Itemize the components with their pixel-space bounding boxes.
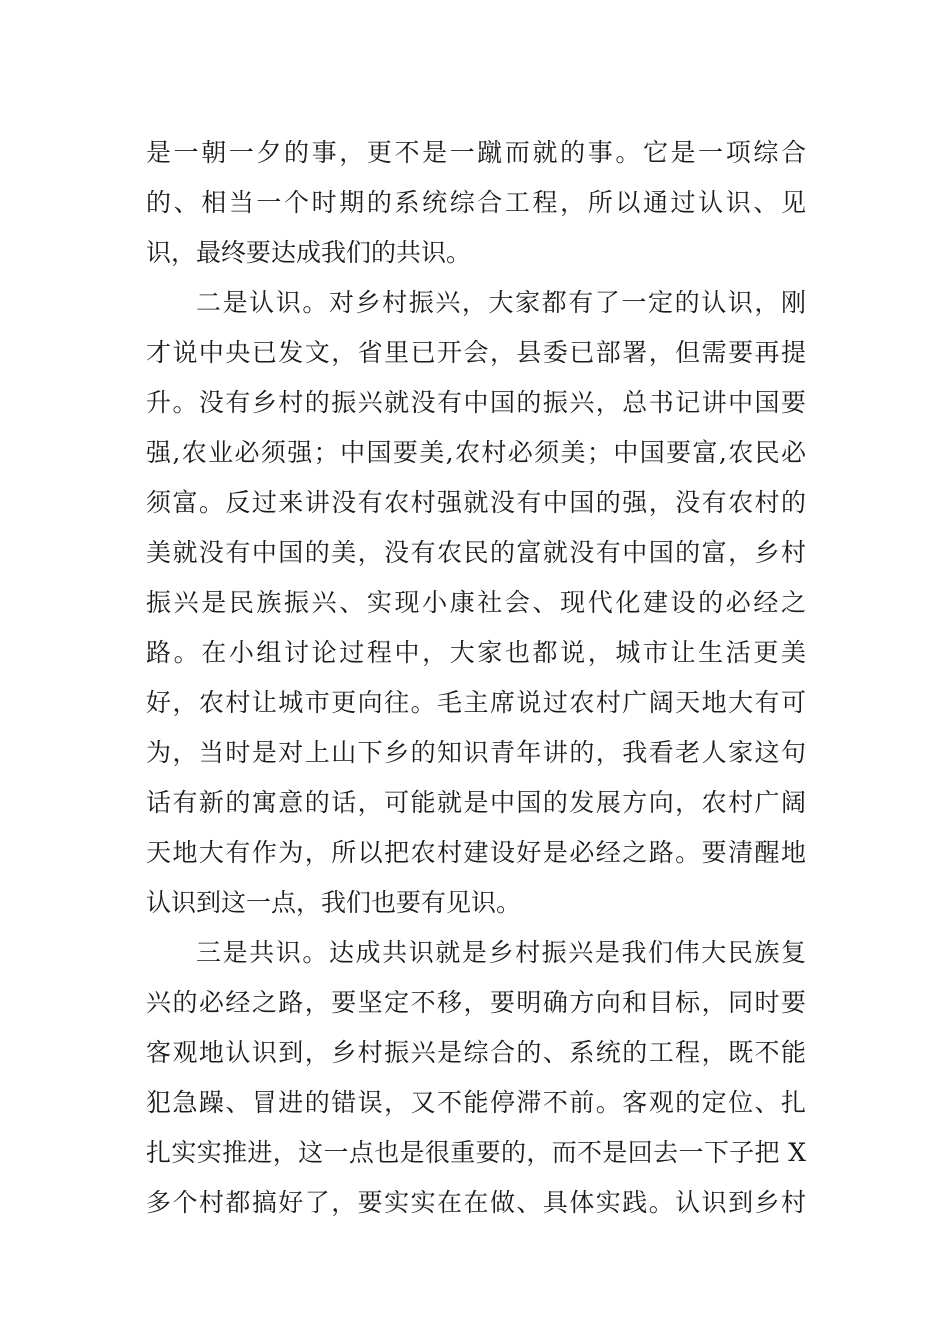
text-line: 天地大有作为，所以把农村建设好是必经之路。要清醒地: [146, 838, 806, 867]
text-line: 扎实实推进，这一点也是很重要的，而不是回去一下子把 X: [146, 1138, 806, 1167]
text-line: 的、相当一个时期的系统综合工程，所以通过认识、见: [146, 188, 806, 217]
text-line: 好，农村让城市更向往。毛主席说过农村广阔天地大有可: [146, 688, 806, 717]
text-line: 才说中央已发文，省里已开会，县委已部署，但需要再提: [146, 338, 806, 367]
text-line: 话有新的寓意的话，可能就是中国的发展方向，农村广阔: [146, 788, 806, 817]
text-line: 犯急躁、冒进的错误，又不能停滞不前。客观的定位、扎: [146, 1088, 806, 1117]
text-line: 升。没有乡村的振兴就没有中国的振兴，总书记讲中国要: [146, 388, 806, 417]
text-line: 美就没有中国的美，没有农民的富就没有中国的富，乡村: [146, 538, 806, 567]
text-line: 路。在小组讨论过程中，大家也都说，城市让生活更美: [146, 638, 806, 667]
text-line: 多个村都搞好了，要实实在在做、具体实践。认识到乡村: [146, 1188, 806, 1217]
text-line: 认识到这一点，我们也要有见识。: [146, 888, 522, 917]
text-line: 二是认识。对乡村振兴，大家都有了一定的认识，刚: [196, 288, 806, 317]
text-line: 识，最终要达成我们的共识。: [146, 238, 472, 267]
text-line: 为，当时是对上山下乡的知识青年讲的，我看老人家这句: [146, 738, 806, 767]
text-line: 振兴是民族振兴、实现小康社会、现代化建设的必经之: [146, 588, 806, 617]
text-line: 强,农业必须强；中国要美,农村必须美；中国要富,农民必: [146, 438, 806, 467]
text-line: 兴的必经之路，要坚定不移，要明确方向和目标，同时要: [146, 988, 806, 1017]
text-line: 客观地认识到，乡村振兴是综合的、系统的工程，既不能: [146, 1038, 806, 1067]
text-line: 三是共识。达成共识就是乡村振兴是我们伟大民族复: [196, 938, 806, 967]
text-line: 是一朝一夕的事，更不是一蹴而就的事。它是一项综合: [146, 138, 806, 167]
text-line: 须富。反过来讲没有农村强就没有中国的强，没有农村的: [146, 488, 806, 517]
